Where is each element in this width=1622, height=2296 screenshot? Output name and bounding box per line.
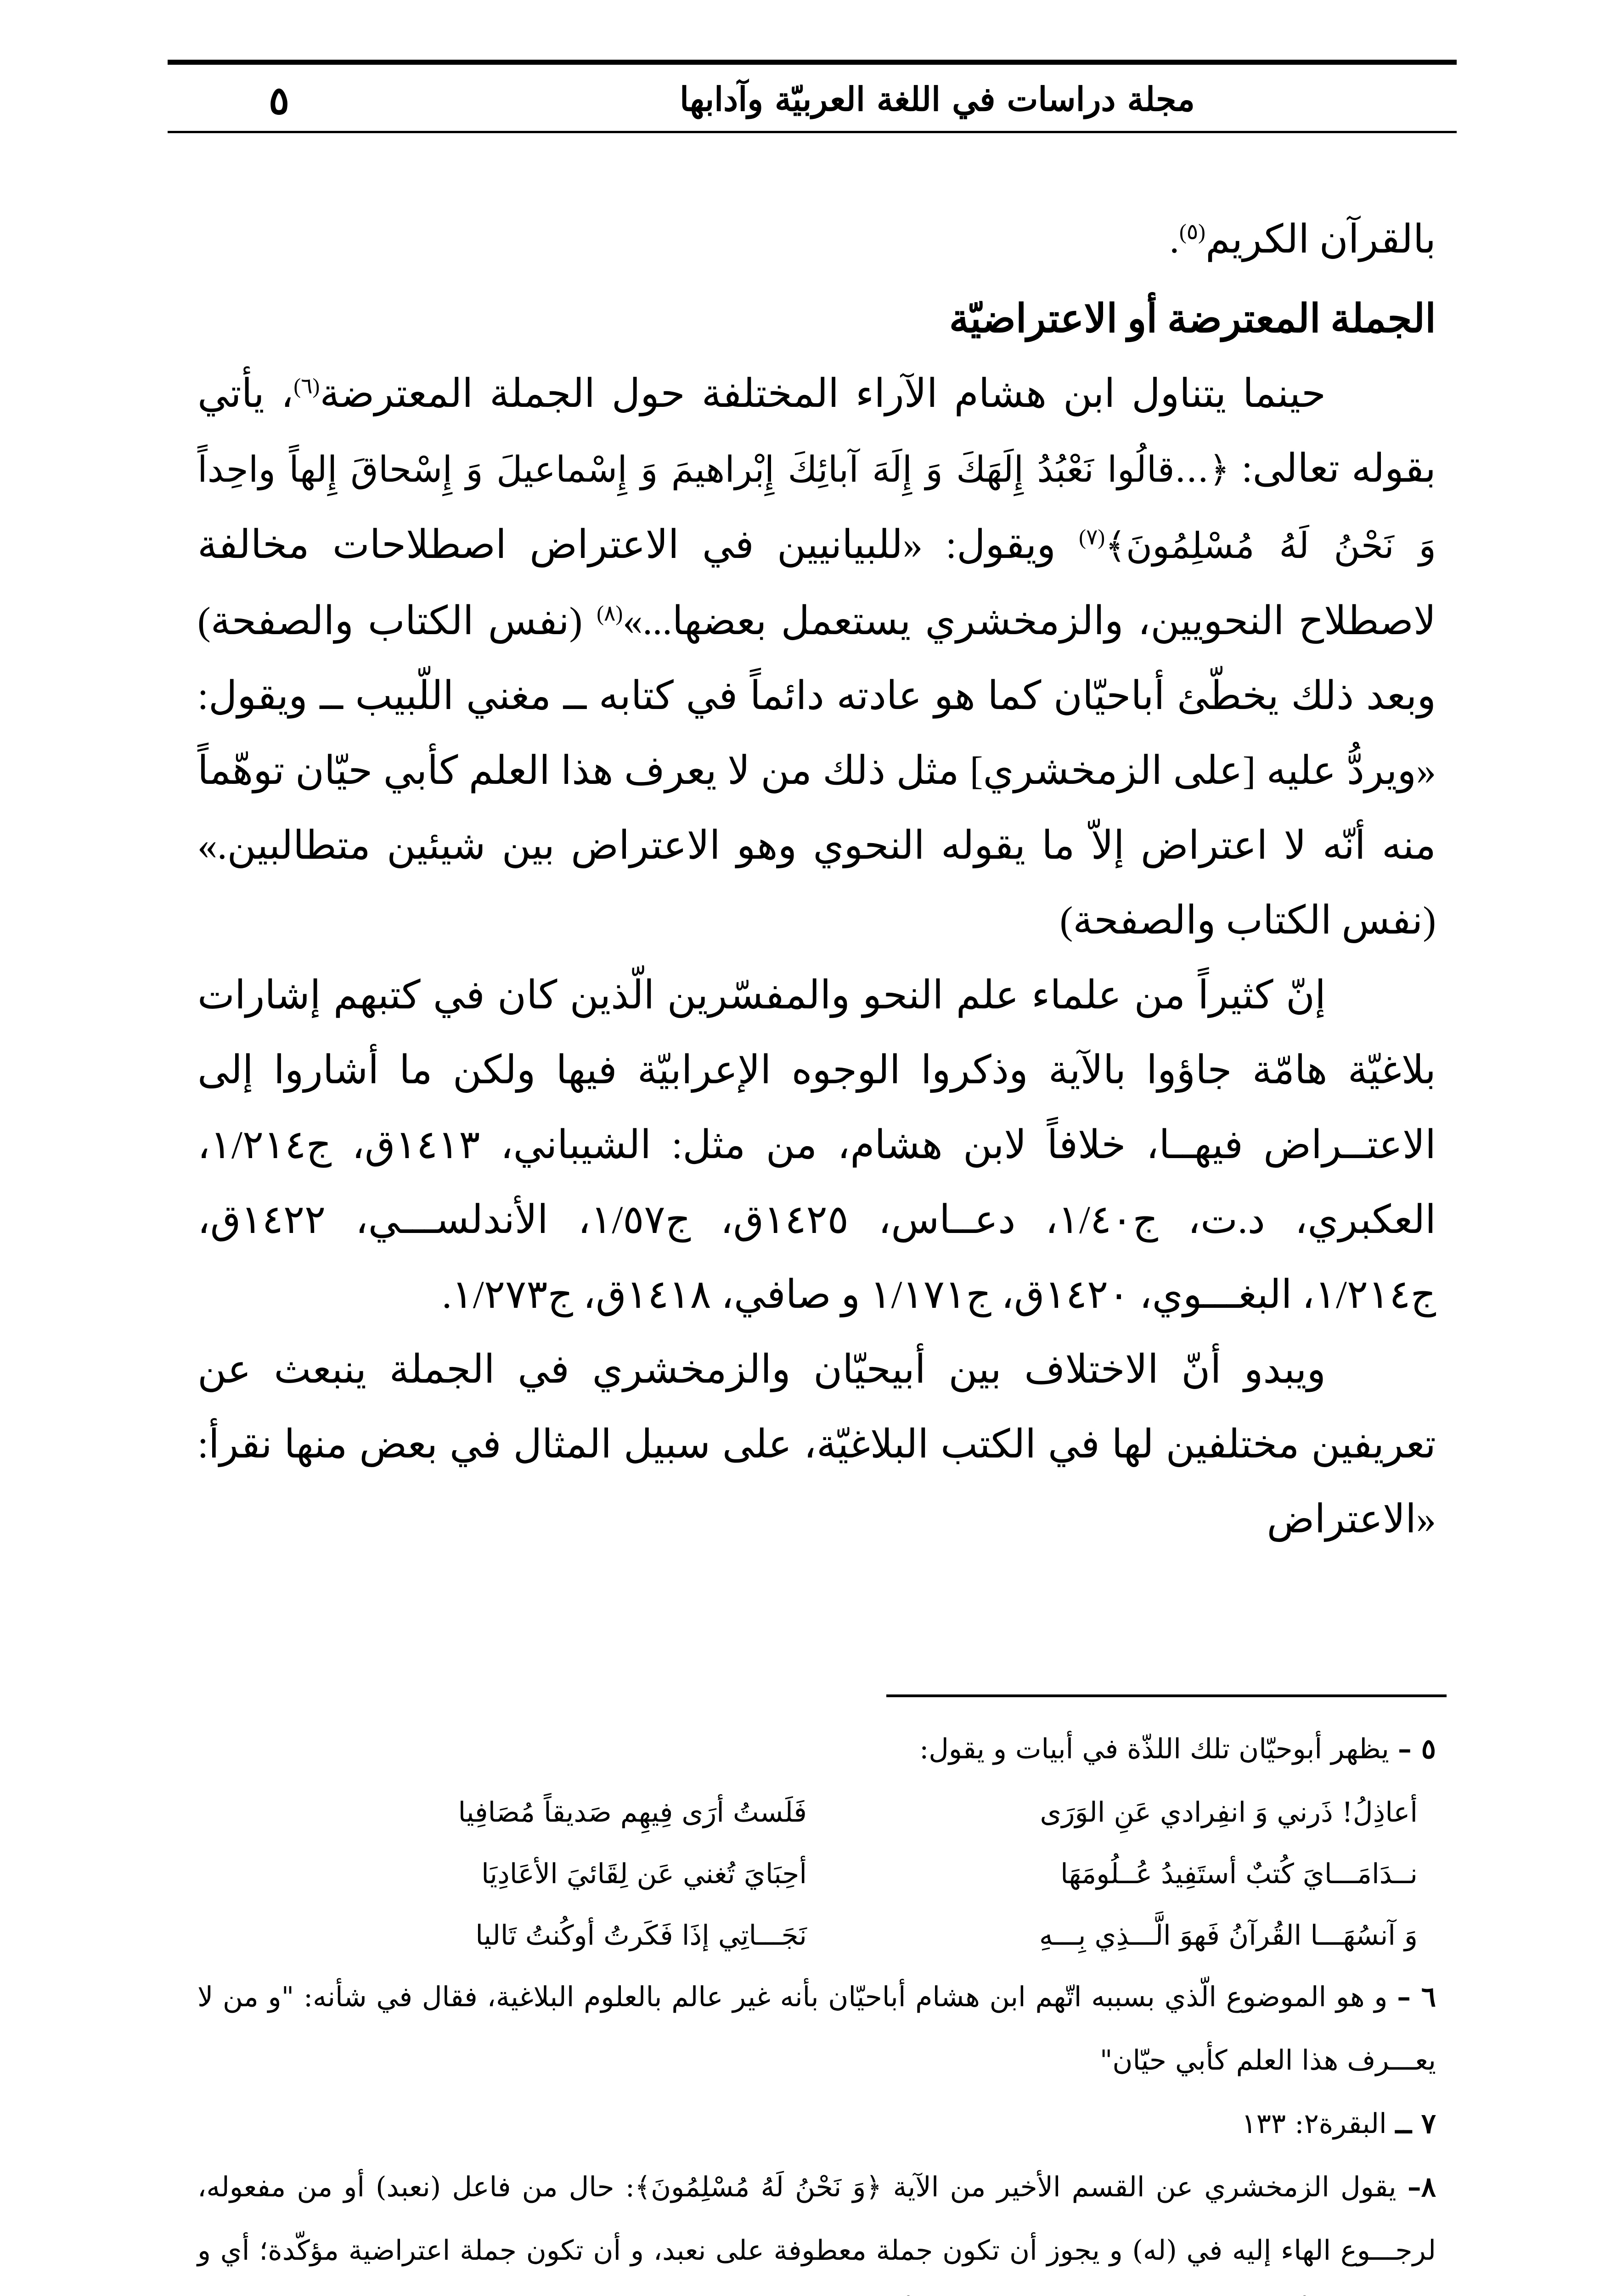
- poem-verse: [197, 1842, 1436, 1904]
- section-heading: الجملة المعترضة أو الاعتراضيّة: [949, 297, 1436, 341]
- main-text: [197, 202, 1436, 1557]
- footnote-text: يظهر أبوحيّان تلك اللذّة في أبيات و يقول:: [919, 1733, 1398, 1765]
- footnote-6: [197, 1965, 1436, 2092]
- footnote-5: [197, 1717, 1436, 1781]
- verse-first-hemistich: نــدَامَـــايَ كُتبٌ أستَفِيدُ عُــلُومَهَا: [1060, 1858, 1418, 1890]
- footnote-8: [197, 2155, 1436, 2296]
- paragraph-3: ويبدو أنّ الاختلاف بين أبيحيّان والزمخشري في الجملة ينبعث عن تعريفين مختلفين لها في الكتب البلاغيّة، على سبيل المثال في بعض منها نقرأ: «الاعتراض: [197, 1347, 1436, 1541]
- footnote-ref-5: (٥): [1179, 220, 1205, 244]
- footnote-ref-7: (٧): [1079, 525, 1105, 550]
- text-run: حينما يتناول ابن هشام الآراء المختلفة حول الجملة المعترضة: [320, 371, 1326, 416]
- footnote-number: ٧ ــ: [1395, 2108, 1436, 2140]
- footnote-text: و هو الموضوع الّذي بسببه اتّهم ابن هشام أباحيّان بأنه غير عالم بالعلوم البلاغية، فقال في شأنه: "و من لا يعـــرف هذا العلم كأبي حيّان": [197, 1981, 1436, 2077]
- text-run: بالقرآن الكريم: [1205, 217, 1436, 261]
- poem-verse: [197, 1781, 1436, 1842]
- footnote-number: ٨–: [1407, 2171, 1436, 2203]
- quran-quote: ﴿...قالُوا نَعْبُدُ إِلَهَكَ وَ إِلَهَ آبائِكَ إِبْراهيمَ وَ إِسْماعيلَ وَ إِسْحاقَ إِلهاً واحِداً وَ نَحْنُ لَهُ مُسْلِمُونَ﴾: [197, 449, 1436, 567]
- footnote-number: ٦ –: [1397, 1981, 1436, 2013]
- footnote-number: ٥ –: [1397, 1733, 1436, 1765]
- page-number: ٥: [269, 78, 290, 123]
- footnote-text: البقرة٢: ١٣٣: [1241, 2108, 1396, 2140]
- footnote-separator: [886, 1694, 1447, 1697]
- text-run: (نفس الكتاب والصفحة) وبعد ذلك يخطّئ أباحيّان كما هو عادته دائماً في كتابه ــ مغني اللّبيب ــ ويقول: «ويردُّ عليه [على الزمخشري] مثل ذلك من لا يعرف هذا العلم كأبي حيّان توهّماً منه أنّه لا اعتراض إلاّ ما يقوله النحوي وهو الاعتراض بين شيئين متطالبين.» (نفس الكتاب والصفحة): [197, 599, 1436, 942]
- verse-first-hemistich: أعاذِلُ! ذَرني وَ انفِرادي عَنِ الوَرَى: [1040, 1796, 1418, 1829]
- footnote-text: يقول الزمخشري عن القسم الأخير من الآية ﴿وَ نَحْنُ لَهُ مُسْلِمُونَ﴾: حال من فاعل (نعبد) أو من مفعوله، لرجـــوع الهاء إليه في (له) و يجوز أن تكون جملة معطوفة على نعبد، و أن تكون جملة اعتراضية مؤكّدة؛ أي و: [197, 2171, 1436, 2267]
- footnote-ref-8: (٨): [597, 602, 623, 626]
- verse-second-hemistich: نَجَـــاتِي إذَا فَكَرتُ أوكُنتُ تَاليا: [475, 1919, 807, 1952]
- running-header: [168, 60, 1457, 133]
- verse-first-hemistich: وَ آنسُهَـــا القُرآنُ فَهوَ الَّـــذِي بِـــهِ: [1039, 1919, 1418, 1952]
- footnote-ref-6: (٦): [293, 374, 320, 399]
- footnotes: [197, 1717, 1436, 2296]
- journal-title: مجلة دراسات في اللغة العربيّة وآدابها: [679, 79, 1195, 118]
- text-run: .: [1169, 217, 1179, 261]
- verse-second-hemistich: فَلَستُ أرَى فِيهِم صَديقاً مُصَافِيا: [458, 1796, 807, 1829]
- paragraph-1: [197, 356, 1436, 958]
- text-run: ويقول: «للبيانيين في الاعتراض اصطلاحات مخالفة لاصطلاح النحويين، والزمخشري يستعمل بعضها...»: [197, 523, 1436, 643]
- paragraph-intro: [197, 202, 1436, 277]
- paragraph-2: إنّ كثيراً من علماء علم النحو والمفسّرين الّذين كان في كتبهم إشارات بلاغيّة هامّة جاؤوا بالآية وذكروا الوجوه الإعرابيّة فيها ولكن ما أشاروا إلى الاعتــراض فيهــا، خلافاً لابن هشام، من مثل: الشيباني، ١٤١٣ق، ج١/٢١٤، العكبري، د.ت، ج١/٤٠، دعــاس، ١٤٢٥ق، ج١/٥٧، الأندلســـي، ١٤٢٢ق، ج١/٢١٤، البغـــوي، ١٤٢٠ق، ج١/١٧١ و صافي، ١٤١٨ق، ج١/٢٧٣.: [197, 973, 1436, 1317]
- verse-second-hemistich: أحِبَايَ تُغني عَن لِقَائيَ الأعَادِيَا: [481, 1858, 807, 1890]
- footnote-7: [197, 2092, 1436, 2155]
- poem-verse: [197, 1904, 1436, 1965]
- text-run: ، يأتي بقوله تعالى:: [197, 371, 1436, 490]
